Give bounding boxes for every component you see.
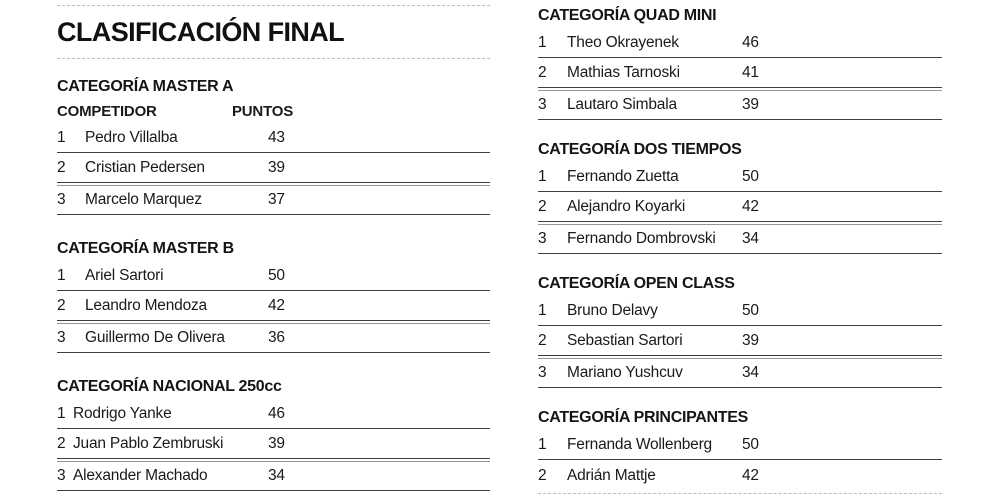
top-dashed-divider (57, 5, 490, 6)
rank: 2 (538, 64, 547, 81)
section-open-class (538, 274, 942, 388)
competitor-name: Marcelo Marquez (85, 191, 202, 208)
category-title: CATEGORÍA MASTER B (57, 240, 234, 257)
result-row (538, 224, 942, 254)
points-column-header: PUNTOS (232, 103, 294, 120)
section-quad-mini (538, 6, 942, 120)
rank: 2 (538, 332, 547, 349)
points-value: 50 (742, 168, 759, 185)
result-row (538, 430, 942, 460)
rank: 2 (57, 159, 66, 176)
competitor-name: Alexander Machado (73, 467, 208, 484)
result-row (538, 162, 942, 192)
category-title: CATEGORÍA PRINCIPANTES (538, 409, 749, 426)
points-value: 37 (268, 191, 285, 208)
result-row (538, 296, 942, 326)
result-row (57, 323, 490, 353)
result-row (57, 261, 490, 291)
result-row (57, 123, 490, 153)
points-value: 36 (268, 329, 285, 346)
bottom-dashed-divider (538, 493, 942, 494)
rank: 1 (538, 34, 547, 51)
section-master-b (57, 239, 490, 353)
rank: 2 (57, 435, 66, 452)
rank: 3 (57, 329, 66, 346)
rank: 3 (57, 191, 66, 208)
category-title: CATEGORÍA QUAD MINI (538, 7, 717, 24)
rank: 3 (538, 364, 547, 381)
section-master-a (57, 77, 490, 215)
table-header-row (57, 103, 490, 121)
points-value: 46 (268, 405, 285, 422)
points-value: 42 (268, 297, 285, 314)
points-value: 42 (742, 467, 759, 484)
title-dashed-divider (57, 58, 490, 59)
result-row (538, 58, 942, 88)
result-row (57, 399, 490, 429)
competitor-name: Adrián Mattje (567, 467, 656, 484)
points-value: 34 (742, 230, 759, 247)
result-row (57, 185, 490, 215)
competitor-name: Pedro Villalba (85, 129, 178, 146)
page-title: CLASIFICACIÓN FINAL (57, 17, 345, 47)
rank: 2 (57, 297, 66, 314)
result-row (538, 358, 942, 388)
points-value: 43 (268, 129, 285, 146)
rank: 3 (538, 230, 547, 247)
points-value: 34 (268, 467, 285, 484)
competitor-name: Theo Okrayenek (567, 34, 679, 51)
competitor-name: Fernanda Wollenberg (567, 436, 712, 453)
competitor-name: Alejandro Koyarki (567, 198, 686, 215)
competitor-name: Leandro Mendoza (85, 297, 207, 314)
result-row (57, 291, 490, 321)
results-list (57, 261, 490, 353)
right-column (538, 6, 942, 494)
rank: 1 (57, 267, 66, 284)
competitor-name: Sebastian Sartori (567, 332, 683, 349)
category-title: CATEGORÍA MASTER A (57, 78, 234, 95)
rank: 2 (538, 467, 547, 484)
points-value: 39 (742, 96, 759, 113)
results-list (538, 28, 942, 120)
points-value: 50 (742, 436, 759, 453)
points-value: 34 (742, 364, 759, 381)
left-column (57, 5, 490, 491)
points-value: 50 (268, 267, 285, 284)
rank: 2 (538, 198, 547, 215)
result-row (538, 192, 942, 222)
results-list (538, 296, 942, 388)
rank: 1 (538, 302, 547, 319)
result-row (57, 461, 490, 491)
competitor-name: Lautaro Simbala (567, 96, 677, 113)
rank: 1 (57, 129, 66, 146)
competitor-name: Fernando Zuetta (567, 168, 679, 185)
rank: 1 (538, 436, 547, 453)
points-value: 50 (742, 302, 759, 319)
competitor-name: Rodrigo Yanke (73, 405, 172, 422)
result-row (538, 460, 942, 490)
result-row (538, 28, 942, 58)
result-row (57, 429, 490, 459)
points-value: 39 (268, 159, 285, 176)
rank: 3 (57, 467, 66, 484)
results-list (538, 162, 942, 254)
results-list (57, 123, 490, 215)
result-row (538, 326, 942, 356)
competitor-name: Guillermo De Olivera (85, 329, 225, 346)
rank: 1 (57, 405, 66, 422)
competitor-name: Mariano Yushcuv (567, 364, 683, 381)
section-nacional-250cc (57, 377, 490, 491)
points-value: 46 (742, 34, 759, 51)
results-list (57, 399, 490, 491)
result-row (538, 90, 942, 120)
points-value: 42 (742, 198, 759, 215)
competitor-name: Bruno Delavy (567, 302, 658, 319)
competitor-column-header: COMPETIDOR (57, 103, 157, 120)
competitor-name: Cristian Pedersen (85, 159, 205, 176)
section-principantes (538, 408, 942, 490)
points-value: 41 (742, 64, 759, 81)
competitor-name: Fernando Dombrovski (567, 230, 716, 247)
points-value: 39 (742, 332, 759, 349)
competitor-name: Ariel Sartori (85, 267, 164, 284)
category-title: CATEGORÍA DOS TIEMPOS (538, 141, 742, 158)
result-row (57, 153, 490, 183)
section-dos-tiempos (538, 140, 942, 254)
category-title: CATEGORÍA NACIONAL 250cc (57, 378, 282, 395)
rank: 1 (538, 168, 547, 185)
rank: 3 (538, 96, 547, 113)
competitor-name: Juan Pablo Zembruski (73, 435, 224, 452)
category-title: CATEGORÍA OPEN CLASS (538, 275, 735, 292)
competitor-name: Mathias Tarnoski (567, 64, 680, 81)
results-list (538, 430, 942, 490)
points-value: 39 (268, 435, 285, 452)
